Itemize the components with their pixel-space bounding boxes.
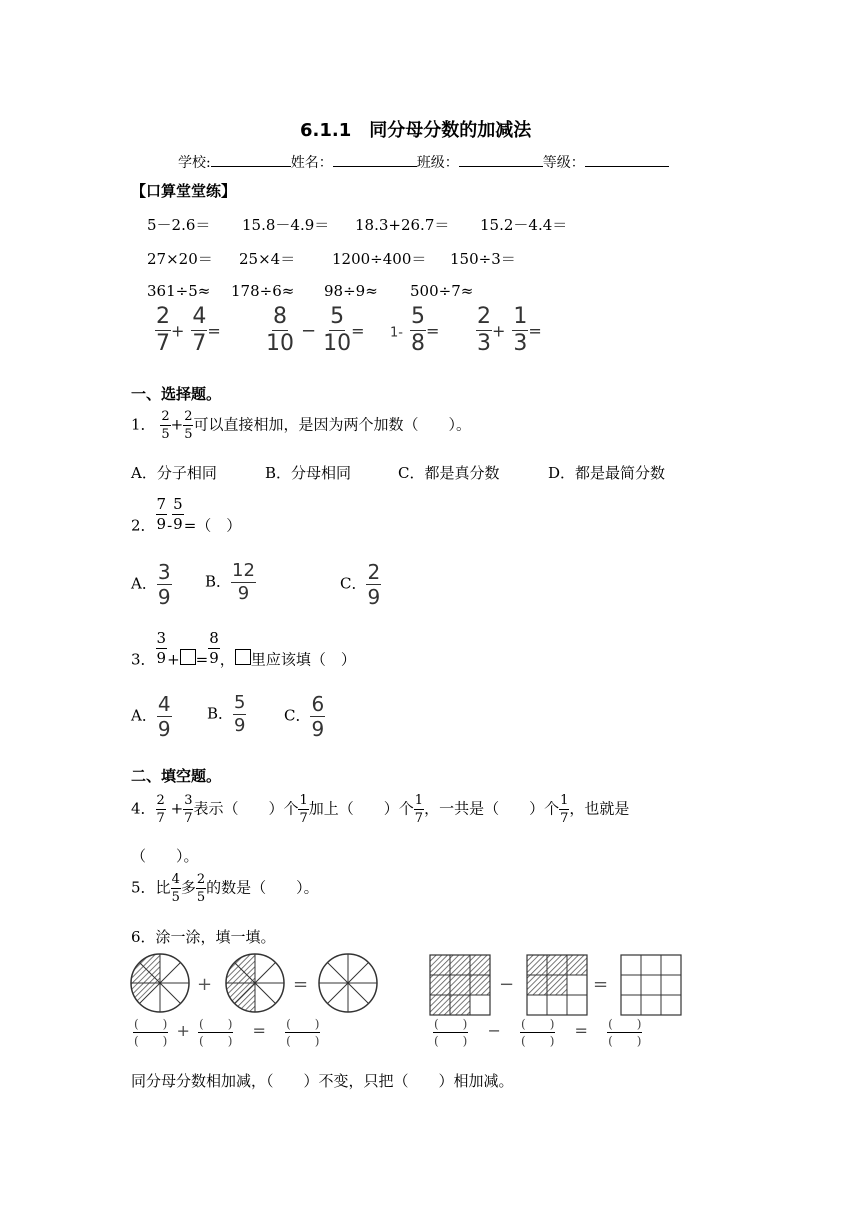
oral-fraction-b: $\frac{8}{10}$ − $\frac{5}{10}$ = [266,304,365,356]
section2-heading: 二、填空题。 [131,767,222,785]
q1-option-c[interactable]: C．都是真分数 [398,464,500,482]
circle-figure-1 [131,954,189,1012]
q1-option-a[interactable]: A．分子相同 [131,464,217,482]
q6-blank-row-2: ( ) ( ) − ( ) ( ) = ( ) ( ) [434,1017,642,1048]
page-title: 6.1.1 同分母分数的加减法 [300,120,532,141]
circle-figure-3[interactable] [319,954,377,1012]
oral-item: 1200÷400＝ [332,250,427,268]
oral-item: 500÷7≈ [410,282,474,300]
q6-blank-row: ( ) ( ) + ( ) ( ) = ( ) ( ) [134,1017,320,1048]
class-blank[interactable] [459,166,543,167]
question-2: 2． $\frac{7}{9}$ - $\frac{5}{9}$ =（ ） [131,495,242,535]
oral-item: 150÷3＝ [450,250,516,268]
q3-option-a[interactable]: A． $\frac{4}{9}$ [131,692,171,741]
oral-item: 178÷6≈ [231,282,295,300]
grid-figure-1 [430,955,490,1015]
q2-option-a[interactable]: A． $\frac{3}{9}$ [131,560,171,609]
question-5: 5．比 $\frac{4}{5}$ 多 $\frac{2}{5}$ 的数是（ ）。 [131,872,319,905]
oral-heading: 【口算堂堂练】 [131,182,237,200]
school-blank[interactable] [211,166,291,167]
question-4-line2: （ ）。 [131,847,199,865]
oral-item: 15.2－4.4＝ [480,216,568,234]
grid-figure-3[interactable] [621,955,681,1015]
q1-option-d[interactable]: D．都是最简分数 [548,464,666,482]
grid-figure-2 [527,955,587,1015]
equals-sign: = [293,974,309,995]
q1-option-b[interactable]: B．分母相同 [265,464,352,482]
oral-item: 98÷9≈ [324,282,378,300]
grade-blank[interactable] [585,166,669,167]
oral-item: 25×4＝ [239,250,296,268]
question-1: 1． $\frac{2}{5}$ + $\frac{2}{5}$ 可以直接相加，是因为两个加数（ ）。 [131,409,471,442]
blank-fraction[interactable]: ( ) ( ) [199,1017,233,1048]
q2-option-b[interactable]: B． $\frac{12}{9}$ [205,560,255,604]
plus-sign: + [197,974,213,995]
answer-box-ref [235,649,251,665]
oral-item: 18.3+26.7＝ [355,216,450,234]
oral-item: 27×20＝ [147,250,213,268]
q3-option-b[interactable]: B． $\frac{5}{9}$ [207,692,246,736]
oral-fraction-d: $\frac{2}{3}$ + $\frac{1}{3}$ = [477,304,542,356]
blank-fraction[interactable]: ( ) ( ) [521,1017,555,1048]
oral-fraction-a: $\frac{2}{7}$ + $\frac{4}{7}$ = [156,304,221,356]
grade-label: 等级： [542,155,585,171]
blank-fraction[interactable]: ( ) ( ) [286,1017,320,1048]
blank-fraction[interactable]: ( ) ( ) [434,1017,468,1048]
oral-item: 15.8－4.9＝ [242,216,330,234]
school-label: 学校: [178,155,211,171]
blank-fraction[interactable]: ( ) ( ) [608,1017,642,1048]
class-label: 班级： [416,155,459,171]
q3-option-c[interactable]: C． $\frac{6}{9}$ [284,692,325,741]
minus-sign: − [499,974,515,995]
circle-figure-2 [226,954,284,1012]
name-label: 姓名： [290,155,333,171]
equals-sign-2: = [593,974,609,995]
oral-item: 361÷5≈ [147,282,211,300]
answer-box[interactable] [180,649,196,665]
name-blank[interactable] [333,166,417,167]
question-6: 6．涂一涂，填一填。 [131,928,276,946]
question-4: 4． $\frac{2}{7}$ + $\frac{3}{7}$ 表示（ ）个 $\frac{1}{7}$ 加上（ ）个 $\frac{1}{7}$ ，一共是（ ）个 $\frac{1}{7}$ ，也就是 [131,793,630,826]
q2-option-c[interactable]: C． $\frac{2}{9}$ [340,560,381,609]
oral-item: 5－2.6＝ [147,216,211,234]
blank-fraction[interactable]: ( ) ( ) [134,1017,168,1048]
section1-heading: 一、选择题。 [131,385,222,403]
oral-fraction-c: 1- $\frac{5}{8}$ = [390,304,440,356]
question-7: 同分母分数相加减，（ ）不变，只把（ ）相加减。 [131,1072,514,1090]
info-line [178,152,669,172]
question-3: 3． $\frac{3}{9}$ + = $\frac{8}{9}$ ， 里应该填（ ） [131,629,356,669]
